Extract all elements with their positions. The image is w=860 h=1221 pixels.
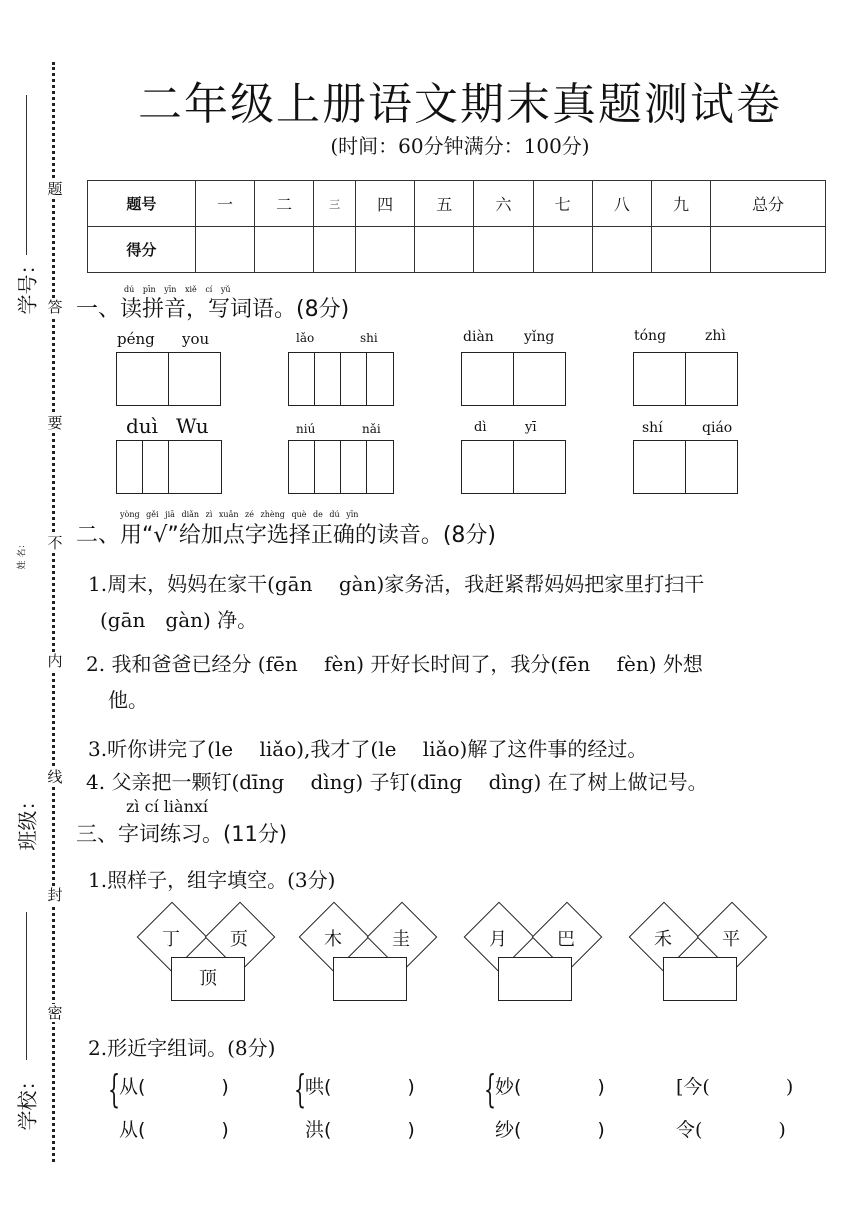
score-header-cell: 七 xyxy=(533,181,592,227)
pinyin: duì xyxy=(126,414,159,438)
pinyin: péng xyxy=(117,330,155,348)
answer-box[interactable]: 顶 xyxy=(171,957,245,1001)
word-line[interactable]: 洪( ) xyxy=(305,1119,415,1141)
brace-icon: { xyxy=(294,1067,307,1111)
score-header-cell: 四 xyxy=(355,181,414,227)
pinyin: Wu xyxy=(176,414,209,438)
pinyin: lǎo xyxy=(296,331,315,345)
pinyin: you xyxy=(182,330,210,348)
score-input-cell[interactable] xyxy=(255,227,314,273)
pinyin: dì xyxy=(474,420,487,435)
margin-word-xian: 线 xyxy=(47,768,63,786)
word-line[interactable]: 哄( ) xyxy=(305,1076,415,1098)
score-input-cell[interactable] xyxy=(592,227,651,273)
score-header-row xyxy=(88,181,826,227)
student-id-blank[interactable] xyxy=(26,95,27,255)
pinyin: qiáo xyxy=(702,420,733,436)
question-2-3: 3.听你讲完了(le liǎo),我才了(le liǎo)解了这件事的经过。 xyxy=(88,737,648,761)
score-header-cell: 五 xyxy=(415,181,474,227)
question-2-1-line-2: (gān gàn) 净。 xyxy=(100,608,258,632)
component-char: 巴 xyxy=(557,929,575,950)
score-input-cell[interactable] xyxy=(711,227,826,273)
writing-box-pair[interactable] xyxy=(633,352,738,406)
score-header-cell: 题号 xyxy=(88,181,196,227)
score-label-cell: 得分 xyxy=(88,227,196,273)
component-char: 禾 xyxy=(654,929,672,950)
pinyin: yǐng xyxy=(524,329,555,345)
margin-word-nei: 内 xyxy=(47,652,63,670)
brace-icon: { xyxy=(108,1067,121,1111)
class-label: 班级： xyxy=(15,790,40,851)
score-input-cell[interactable] xyxy=(195,227,254,273)
margin-word-da: 答 xyxy=(47,298,63,316)
answer-box[interactable] xyxy=(663,957,737,1001)
school-label: 学校： xyxy=(15,1070,40,1131)
component-char: 平 xyxy=(722,929,740,950)
word-line[interactable]: 妙( ) xyxy=(495,1076,605,1098)
binding-dotted-line xyxy=(52,62,55,1162)
component-char: 丁 xyxy=(162,929,180,950)
writing-box-pair[interactable] xyxy=(633,440,738,494)
score-header-cell: 九 xyxy=(651,181,710,227)
name-label: 姓 名： xyxy=(17,539,28,570)
writing-box-quad[interactable] xyxy=(288,440,394,494)
score-input-cell[interactable] xyxy=(314,227,356,273)
question-2-1-line-1: 1.周末，妈妈在家干(gān gàn)家务活，我赶紧帮妈妈把家里打扫干 xyxy=(88,572,705,596)
answer-box[interactable] xyxy=(333,957,407,1001)
school-blank[interactable] xyxy=(26,912,27,1060)
score-input-cell[interactable] xyxy=(533,227,592,273)
score-table xyxy=(87,180,826,273)
section3-heading: 三、字词练习。(11分) xyxy=(76,822,288,846)
writing-box-triple[interactable] xyxy=(116,440,222,494)
brace-icon: { xyxy=(484,1067,497,1111)
question-2-2-line-2: 他。 xyxy=(108,688,148,712)
score-input-cell[interactable] xyxy=(651,227,710,273)
pinyin: niú xyxy=(296,422,316,436)
writing-box-quad[interactable] xyxy=(288,352,394,406)
section1-ruby: dú pīn yīn xiě cí yǔ xyxy=(124,285,231,294)
section2-ruby: yòng gěi jiā diǎn zì xuǎn zé zhèng què de dú yīn xyxy=(120,510,359,519)
score-header-cell: 八 xyxy=(592,181,651,227)
score-input-cell[interactable] xyxy=(355,227,414,273)
score-row xyxy=(88,227,826,273)
score-header-cell: 六 xyxy=(474,181,533,227)
pinyin: zhì xyxy=(705,328,726,344)
score-header-cell: 一 xyxy=(195,181,254,227)
component-char: 圭 xyxy=(392,929,410,950)
answer-box[interactable] xyxy=(498,957,572,1001)
component-char: 页 xyxy=(230,929,248,950)
pinyin: shí xyxy=(642,420,663,436)
word-line[interactable]: 令( ) xyxy=(676,1119,786,1141)
score-header-cell: 二 xyxy=(255,181,314,227)
subquestion-3-1: 1.照样子，组字填空。(3分) xyxy=(88,868,336,892)
question-2-2-line-1: 2. 我和爸爸已经分 (fēn fèn) 开好长时间了，我分(fēn fèn) 外想 xyxy=(86,652,703,676)
word-line[interactable]: 从( ) xyxy=(119,1076,229,1098)
page-subtitle: (时间：60分钟满分：100分) xyxy=(330,134,590,158)
pinyin: tóng xyxy=(634,328,667,344)
section1-heading: 一、读拼音，写词语。(8分) xyxy=(76,297,350,322)
pinyin: nǎi xyxy=(362,422,381,436)
score-header-cell: 三 xyxy=(314,181,356,227)
margin-word-bu: 不 xyxy=(47,534,63,552)
pinyin: diàn xyxy=(463,329,494,345)
component-char: 月 xyxy=(489,929,507,950)
writing-box-pair[interactable] xyxy=(461,352,566,406)
margin-word-ti: 题 xyxy=(47,180,63,198)
writing-box-pair[interactable] xyxy=(461,440,566,494)
pinyin: yī xyxy=(525,420,537,435)
score-input-cell[interactable] xyxy=(474,227,533,273)
component-char: 木 xyxy=(324,929,342,950)
word-line[interactable]: 纱( ) xyxy=(495,1119,605,1141)
word-line[interactable]: 从( ) xyxy=(119,1119,229,1141)
student-id-label: 学号： xyxy=(15,254,40,315)
pinyin: shi xyxy=(360,331,378,345)
margin-word-mi: 密 xyxy=(47,1004,63,1022)
margin-word-yao: 要 xyxy=(47,414,63,432)
section2-heading: 二、用“√”给加点字选择正确的读音。(8分) xyxy=(76,523,496,548)
question-2-4: 4. 父亲把一颗钉(dīng dìng) 子钉(dīng dìng) 在了树上做记号。 xyxy=(86,770,708,794)
section3-ruby: zì cí liànxí xyxy=(126,797,209,816)
score-header-cell: 总分 xyxy=(711,181,826,227)
margin-word-feng: 封 xyxy=(47,886,63,904)
word-line[interactable]: [今( ) xyxy=(676,1076,794,1098)
page-title: 二年级上册语文期末真题测试卷 xyxy=(138,79,782,130)
score-input-cell[interactable] xyxy=(415,227,474,273)
writing-box-pair[interactable] xyxy=(116,352,221,406)
subquestion-3-2: 2.形近字组词。(8分) xyxy=(88,1036,276,1060)
